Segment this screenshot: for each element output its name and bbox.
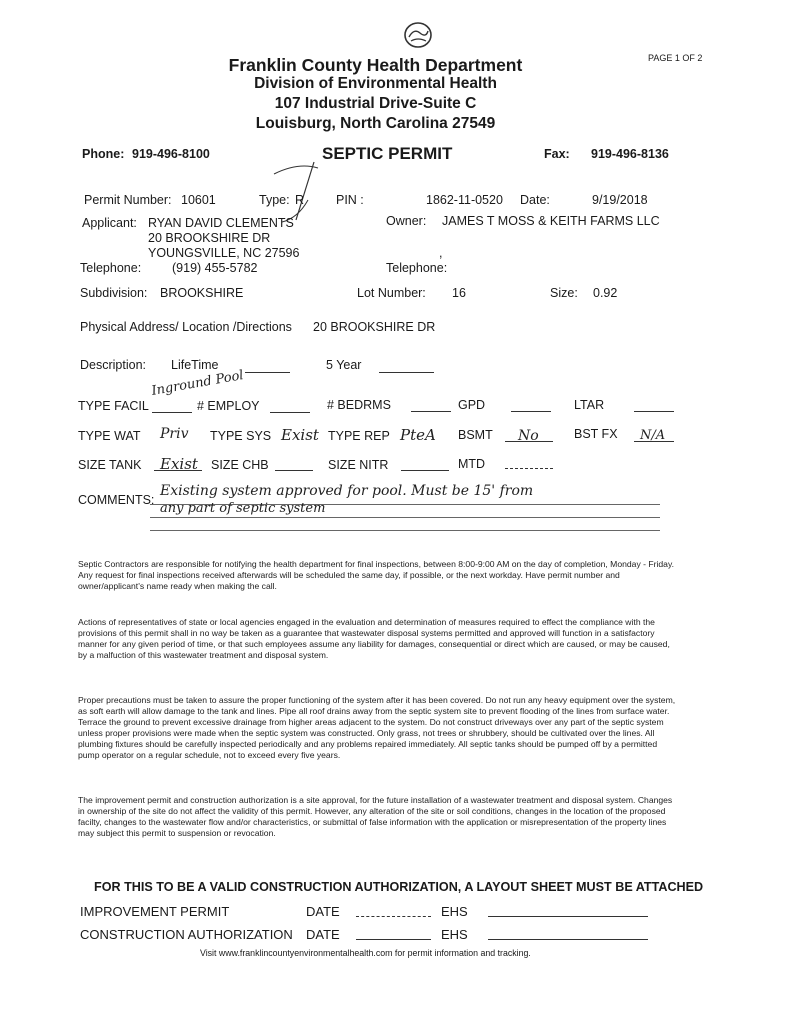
bsmt-label: BSMT bbox=[458, 428, 493, 442]
bedrms-blank bbox=[411, 411, 451, 412]
type-sys-hand: Exist bbox=[281, 426, 319, 444]
gpd-label: GPD bbox=[458, 398, 486, 412]
size-chb-blank bbox=[275, 470, 313, 471]
address-label: Physical Address/ Location /Directions bbox=[80, 320, 292, 334]
applicant-addr2: YOUNGSVILLE, NC 27596 bbox=[148, 246, 300, 260]
permit-number-value: 10601 bbox=[181, 193, 216, 207]
construction-auth-label: CONSTRUCTION AUTHORIZATION bbox=[80, 927, 293, 942]
five-year-label: 5 Year bbox=[326, 358, 362, 372]
division-name: Division of Environmental Health bbox=[254, 75, 497, 92]
city-address: Louisburg, North Carolina 27549 bbox=[255, 115, 496, 132]
lifetime-blank bbox=[245, 372, 290, 373]
applicant-tel: (919) 455-5782 bbox=[172, 261, 258, 275]
improvement-date-blank bbox=[356, 916, 431, 917]
lot-value: 16 bbox=[452, 286, 466, 300]
mtd-label: MTD bbox=[458, 457, 486, 471]
bst-fx-hand: N/A bbox=[640, 428, 666, 443]
applicant-name: RYAN DAVID CLEMENTS bbox=[148, 216, 294, 230]
lifetime-label: LifeTime bbox=[171, 358, 219, 372]
layout-notice: FOR THIS TO BE A VALID CONSTRUCTION AUTHORIZATION, A LAYOUT SHEET MUST BE ATTACHED bbox=[94, 880, 704, 894]
phone-label: Phone: bbox=[82, 147, 125, 161]
comments-line2: any part of septic system bbox=[160, 501, 326, 516]
type-sys-label: TYPE SYS bbox=[210, 429, 272, 443]
construction-date-blank bbox=[356, 939, 431, 940]
date-value: 9/19/2018 bbox=[592, 193, 648, 207]
improvement-date-label: DATE bbox=[306, 904, 340, 919]
type-wat-hand: Priv bbox=[160, 426, 189, 442]
applicant-addr1: 20 BROOKSHIRE DR bbox=[148, 231, 271, 245]
owner-name: JAMES T MOSS & KEITH FARMS LLC bbox=[442, 214, 660, 228]
improvement-ehs-blank bbox=[488, 916, 648, 917]
size-chb-label: SIZE CHB bbox=[211, 458, 269, 472]
bsmt-blank bbox=[505, 441, 553, 442]
construction-date-label: DATE bbox=[306, 927, 340, 942]
subdivision-label: Subdivision: bbox=[80, 286, 148, 300]
comments-label: COMMENTS: bbox=[78, 493, 155, 507]
type-facil-blank bbox=[152, 412, 192, 413]
employ-label: # EMPLOY bbox=[197, 399, 260, 413]
description-label: Description: bbox=[80, 358, 146, 372]
bsmt-hand: No bbox=[518, 428, 539, 444]
address-value: 20 BROOKSHIRE DR bbox=[313, 320, 436, 334]
employ-blank bbox=[270, 412, 310, 413]
type-facil-label: TYPE FACIL bbox=[78, 399, 149, 413]
visit-website-note: Visit www.franklincountyenvironmentalhealth.com for permit information and tracking. bbox=[200, 948, 531, 958]
pin-value: 1862-11-0520 bbox=[426, 193, 503, 207]
five-year-blank bbox=[379, 372, 434, 373]
fax-value: 919-496-8136 bbox=[591, 147, 669, 161]
applicant-label: Applicant: bbox=[82, 216, 137, 230]
bedrms-label: # BEDRMS bbox=[327, 398, 391, 412]
gpd-blank bbox=[511, 411, 551, 412]
owner-tel-label: Telephone: bbox=[386, 261, 448, 275]
page-title: SEPTIC PERMIT bbox=[322, 144, 453, 163]
size-tank-blank bbox=[154, 470, 202, 471]
lot-label: Lot Number: bbox=[357, 286, 426, 300]
fax-label: Fax: bbox=[544, 147, 570, 161]
owner-label: Owner: bbox=[386, 214, 427, 228]
construction-ehs-label: EHS bbox=[441, 927, 468, 942]
ltar-label: LTAR bbox=[574, 398, 605, 412]
type-value: R bbox=[295, 193, 305, 207]
comments-line1: Existing system approved for pool. Must be 15' from bbox=[160, 483, 534, 499]
mtd-blank bbox=[505, 468, 553, 469]
type-wat-label: TYPE WAT bbox=[78, 429, 141, 443]
page-label: PAGE 1 OF 2 bbox=[648, 53, 703, 63]
size-label: Size: bbox=[550, 286, 578, 300]
improvement-permit-label: IMPROVEMENT PERMIT bbox=[80, 904, 230, 919]
pin-label: PIN : bbox=[336, 193, 364, 207]
dept-name: Franklin County Health Department bbox=[228, 55, 523, 75]
type-label: Type: bbox=[259, 193, 290, 207]
permit-number-label: Permit Number: bbox=[84, 193, 172, 207]
ltar-blank bbox=[634, 411, 674, 412]
phone-value: 919-496-8100 bbox=[132, 147, 210, 161]
paragraph-precautions: Proper precautions must be taken to assure the proper functioning of the system after it has been covered. Do not run any heavy equipment over the system, as soft earth will allow damage to the tank and lines. Pipe all roof drains away from the septic system site to prevent flooding of the lines from surface water. Terrace the ground to prevent excessive drainage from higher areas adjacent to the system. Do not construct driveways over any part of the septic system unless proper provisions were made when the septic system was constructed. Only grass, not trees or shrubbery, should be cultivated over the lines. All plumbing fixtures should be carefully inspected periodically and any problems repaired immediately. All septic tanks should be pumped off by a permitted pump operator on a regular schedule, not to exceed every five years. bbox=[78, 695, 676, 761]
size-nitr-blank bbox=[401, 470, 449, 471]
paragraph-site-approval: The improvement permit and construction authorization is a site approval, for the future installation of a wastewater treatment and disposal system. Changes in ownership of the site do not affect the validity of this permit. However, any alteration of the site or soil conditions, changes in the location of the proposed facilty, changes to the wastewater flow and/or characteristics, or submittal of false information with the application or misrepresentation of the property lines may subject this permit to suspension or revocation. bbox=[78, 795, 673, 839]
paragraph-liability: Actions of representatives of state or local agencies engaged in the evaluation and determination of measures required to effect the compliance with the provisions of this permit shall in no way be taken as a guarantee that wastewater disposal systems permitted and approved will function in a satisfactory manner for any given period of time, or that such employees assume any liability for damages, consequential or direct which are caused, or may be caused, by a malfuction of this wastewater treatment and disposal system. bbox=[78, 617, 670, 661]
owner-tel-mark: , bbox=[439, 246, 443, 260]
subdivision-value: BROOKSHIRE bbox=[160, 286, 244, 300]
improvement-ehs-label: EHS bbox=[441, 904, 468, 919]
paragraph-contractors: Septic Contractors are responsible for notifying the health department for final inspections, between 8:00-9:00 AM on the day of completion, Monday - Friday. Any request for final inspections received afterwards will be scheduled the same day, if possible, or the next workday. Have permit number and owner/applicant's name ready when making the call. bbox=[78, 559, 675, 592]
bst-fx-label: BST FX bbox=[574, 427, 618, 441]
comments-rule2 bbox=[150, 517, 660, 518]
type-rep-label: TYPE REP bbox=[328, 429, 390, 443]
size-tank-label: SIZE TANK bbox=[78, 458, 142, 472]
size-tank-hand: Exist bbox=[160, 455, 198, 473]
type-rep-hand: PteA bbox=[400, 426, 436, 444]
type-facil-hand: Inground Pool bbox=[150, 368, 245, 399]
construction-ehs-blank bbox=[488, 939, 648, 940]
department-logo bbox=[402, 20, 434, 50]
size-value: 0.92 bbox=[593, 286, 618, 300]
applicant-tel-label: Telephone: bbox=[80, 261, 142, 275]
street-address: 107 Industrial Drive-Suite C bbox=[274, 95, 477, 112]
date-label: Date: bbox=[520, 193, 550, 207]
bst-fx-blank bbox=[634, 441, 674, 442]
comments-rule3 bbox=[150, 530, 660, 531]
size-nitr-label: SIZE NITR bbox=[328, 458, 389, 472]
